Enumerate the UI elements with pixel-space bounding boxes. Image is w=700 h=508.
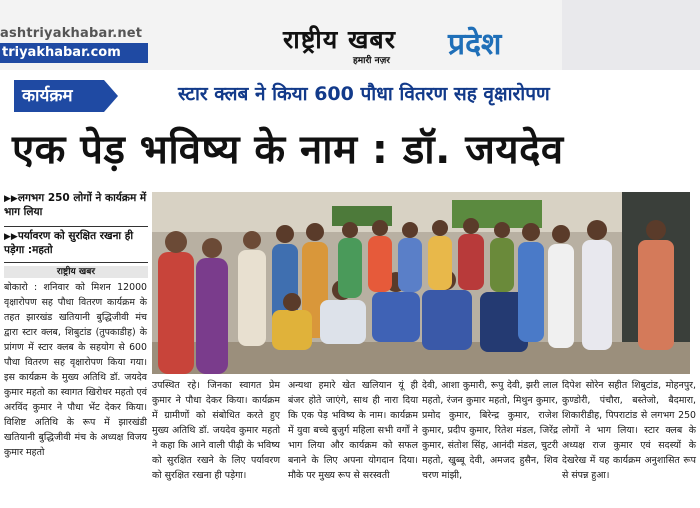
masthead-title: राष्ट्रीय खबर bbox=[283, 25, 396, 54]
double-arrow-icon: ▶▶ bbox=[4, 194, 18, 204]
site-domain-banner: triyakhabar.com bbox=[0, 43, 148, 63]
site-name: ashtriyakhabar.net bbox=[0, 26, 143, 41]
article-column-3: अन्यथा हमारे खेत खलियान यूं ही बंजर होते जाएंगे, साथ ही नारा दिया कि एक पेड़ भविष्य के नाम। कार्यक्रम में युवा बच्चे बुजुर्ग महिला सभी वर्गों ने भाग लिया और कार्यक्रम को सफल बनाने के लिए अपना योगदान दिया। मौके पर मुख्य रूप से सरस्वती bbox=[288, 380, 418, 481]
subheadline: स्टार क्लब ने किया 600 पौधा वितरण सह वृक्षारोपण bbox=[178, 83, 550, 105]
byline: राष्ट्रीय खबर bbox=[4, 266, 148, 278]
group-photo-illustration bbox=[152, 192, 690, 374]
article-column-5: दिपेश सोरेन सहीत शिबुटांड, मोहनपुर, कुण्डोरी, पंचौरा, बस्तेजो, बैदमारा, शिकारीडीह, पिपराटांड से लगभग 250 लोगों ने भाग लिया। स्टार क्लब के अध्यक्ष राज कुमार एवं सदस्यों के देखरेख में यह कार्यक्रम अनुशासित रूप से संपन्न हुआ। bbox=[562, 380, 696, 481]
double-arrow-icon: ▶▶ bbox=[4, 232, 18, 242]
masthead-tagline: हमारी नज़र bbox=[353, 56, 390, 66]
article-column-4: देवी, आशा कुमारी, रूपु देवी, झरी लाल महतो, रंजन कुमार महतो, मिथुन कुमार, प्रमोद कुमार, बिरेन्द्र कुमार, राजेश कुमार, प्रदीप कुमार, रितेश मंडल, जिरेंद्र कुमार, संतोश सिंह, आनंदी मंडल, चुटरी महतो, खुब्बू देवी, अमजद हुसैन, शिव चरण मांझी, bbox=[422, 380, 558, 481]
article-column-1: बोकारो : शनिवार को मिशन 12000 वृक्षारोपण सह पौधा वितरण कार्यक्रम के तहत झारखंड खतियानी बुद्धिजीवी मंच द्वारा स्टार क्लब, शिबुटांड (तुपकाडीह) के प्रांगण में स्टार क्लब के सहयोग से 600 पौधा वितरण सह वृक्षारोपण किया गया। इस कार्यक्रम के मुख्य अतिथि डॉ. जयदेव कुमार महतो का स्वागत खिरोधर महतो एवं अरविंद कुमार ने पौधा भेंट देकर किया। विशिष्ट अतिथि के रूप में झारखंडी खतियानी बुद्धिजीवी मंच के अध्यक्ष विजय कुमार महतो bbox=[4, 282, 147, 458]
bullet-point: ▶▶लगभग 250 लोगों ने कार्यक्रम में भाग लिया bbox=[4, 192, 147, 218]
article-column-2: उपस्थित रहे। जिनका स्वागत प्रेम कुमार ने पौधा देकर किया। कार्यक्रम में ग्रामीणों को संबोधित करते हुए मुख्य अतिथि डॉ. जयदेव कुमार महतो ने कहा कि आने वाली पीढ़ी के भविष्य को सुरक्षित रखने के लिए पर्यावरण को सुरक्षित रखना ही पड़ेगा। bbox=[152, 380, 280, 481]
divider bbox=[4, 262, 148, 263]
divider bbox=[4, 226, 148, 227]
article-photo bbox=[152, 192, 690, 374]
bullet-point: ▶▶पर्यावरण को सुरक्षित रखना ही पड़ेगा :महतो bbox=[4, 230, 134, 256]
kicker-label: कार्यक्रम bbox=[14, 80, 104, 112]
masthead bbox=[283, 22, 443, 64]
section-title: प्रदेश bbox=[448, 27, 502, 62]
headline: एक पेड़ भविष्य के नाम : डॉ. जयदेव bbox=[12, 127, 564, 173]
top-right-banner bbox=[562, 0, 700, 70]
kicker-arrow-icon bbox=[104, 80, 118, 112]
